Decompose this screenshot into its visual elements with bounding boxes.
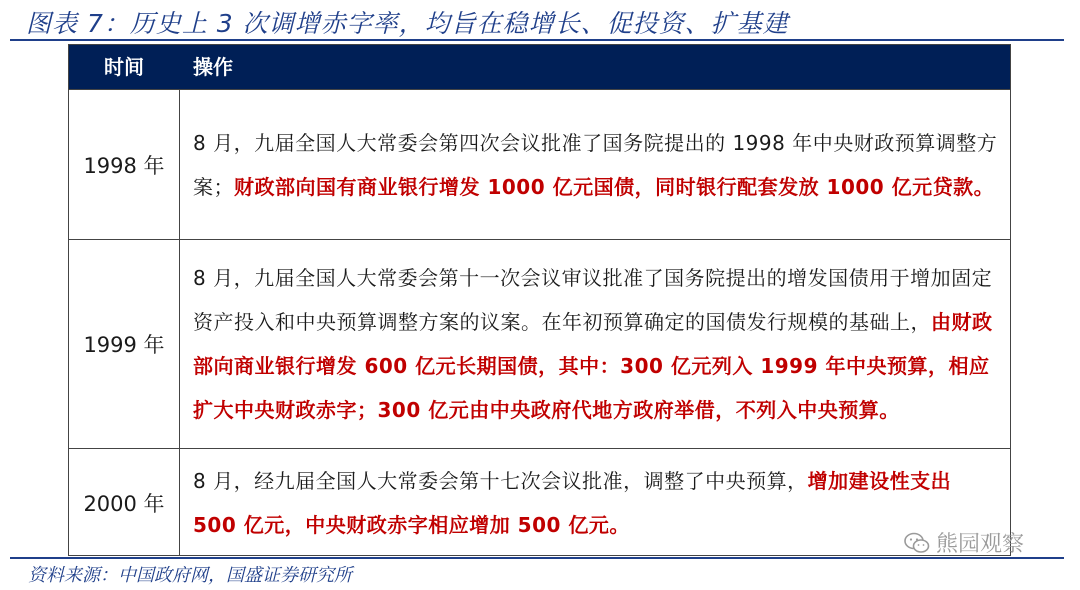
figure-title: 图表 7：历史上 3 次调增赤字率，均旨在稳增长、促投资、扩基建 — [26, 9, 789, 38]
header-time: 时间 — [104, 55, 144, 79]
operation-text: 8 月，经九届全国人大常委会第十七次会议批准，调整了中央预算， — [193, 468, 808, 493]
year-cell: 1999 年 — [69, 240, 180, 448]
watermark-text: 熊园观察 — [936, 532, 1025, 557]
operation-highlight: 增加建设性支出 500 亿元，中央财政赤字相应增加 500 亿元。 — [193, 468, 952, 537]
year-cell: 1998 年 — [69, 90, 180, 239]
operation-cell — [193, 449, 1001, 556]
table-row — [69, 239, 1010, 448]
operation-text: 8 月，九届全国人大常委会第四次会议批准了国务院提出的 1998 年中央财政预算调整方案； — [193, 130, 998, 199]
watermark — [904, 527, 1024, 558]
policy-table — [68, 44, 1011, 556]
header-operation: 操作 — [193, 55, 233, 79]
table-header — [69, 45, 1010, 89]
table-row — [69, 89, 1010, 239]
table-row — [69, 448, 1010, 556]
operation-text: 8 月，九届全国人大常委会第十一次会议审议批准了国务院提出的增发国债用于增加固定资产投入和中央预算调整方案的议案。在年初预算确定的国债发行规模的基础上， — [193, 266, 993, 334]
operation-highlight: 财政部向国有商业银行增发 1000 亿元国债，同时银行配套发放 1000 亿元贷款。 — [234, 174, 995, 199]
source-note: 资料来源：中国政府网，国盛证券研究所 — [28, 565, 352, 586]
operation-cell — [193, 90, 1001, 239]
operation-cell — [193, 240, 1001, 448]
title-rule — [10, 39, 1064, 41]
year-cell: 2000 年 — [69, 449, 180, 556]
wechat-icon — [904, 532, 930, 554]
operation-highlight: 由财政部向商业银行增发 600 亿元长期国债，其中：300 亿元列入 1999 年中央预算，相应扩大中央财政赤字；300 亿元由中央政府代地方政府举借，不列入中央预算。 — [193, 310, 993, 422]
